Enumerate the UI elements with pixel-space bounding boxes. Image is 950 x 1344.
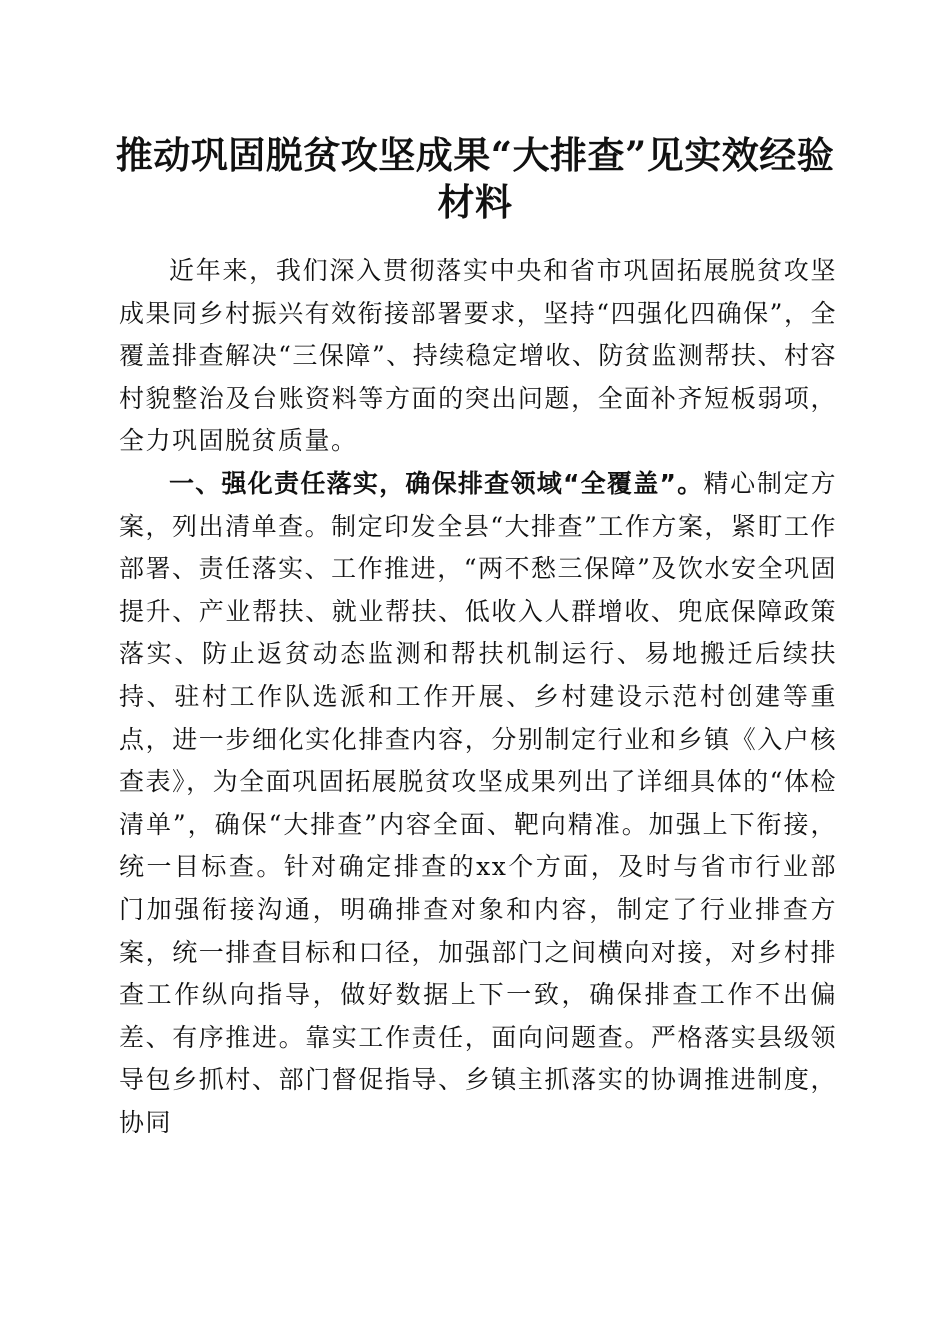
section-1-text: 精心制定方案，列出清单查。制定印发全县“大排查”工作方案，紧盯工作部署、责任落实、工作推进，“两不愁三保障”及饮水安全巩固提升、产业帮扶、就业帮扶、低收入人群增收、兜底保障政策落实、防止返贫动态监测和帮扶机制运行、易地搬迁后续扶持、驻村工作队选派和工作开展、乡村建设示范村创建等重点，进一步细化实化排查内容，分别制定行业和乡镇《入户核查表》，为全面巩固拓展脱贫攻坚成果列出了详细具体的“体检清单”，确保“大排查”内容全面、靶向精准。加强上下衔接，统一目标查。针对确定排查的xx个方面，及时与省市行业部门加强衔接沟通，明确排查对象和内容，制定了行业排查方案，统一排查目标和口径，加强部门之间横向对接，对乡村排查工作纵向指导，做好数据上下一致，确保排查工作不出偏差、有序推进。靠实工作责任，面向问题查。严格落实县级领导包乡抓村、部门督促指导、乡镇主抓落实的协调推进制度，协同 <box>119 468 837 1137</box>
section-1-heading: 一、强化责任落实，确保排查领域“全覆盖”。 <box>169 468 704 498</box>
document-title: 推动巩固脱贫攻坚成果“大排查”见实效经验材料 <box>115 133 835 224</box>
document-body <box>119 250 837 1144</box>
intro-paragraph: 近年来，我们深入贯彻落实中央和省市巩固拓展脱贫攻坚成果同乡村振兴有效衔接部署要求，坚持“四强化四确保”，全覆盖排查解决“三保障”、持续稳定增收、防贫监测帮扶、村容村貌整治及台账资料等方面的突出问题，全面补齐短板弱项，全力巩固脱贫质量。 <box>119 256 837 456</box>
section-1-paragraph <box>119 463 837 1145</box>
